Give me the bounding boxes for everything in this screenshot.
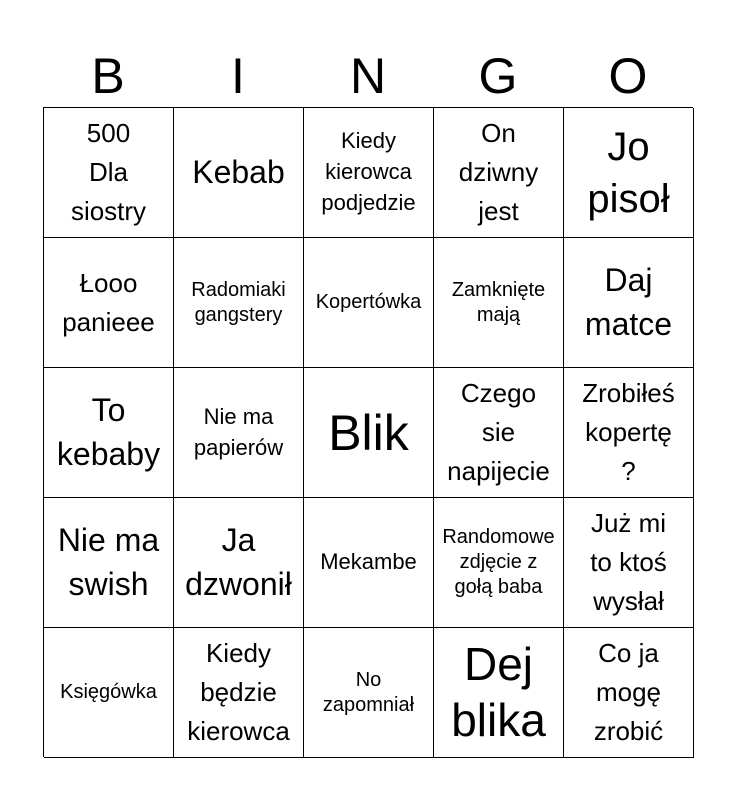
bingo-cell-text: Radomiaki gangstery [191, 278, 286, 326]
bingo-cell[interactable] [304, 498, 434, 628]
bingo-cell[interactable] [304, 108, 434, 238]
bingo-cell-text: No zapomniał [322, 668, 415, 716]
bingo-cell-text: Mekambe [320, 549, 417, 575]
bingo-board [43, 107, 693, 757]
bingo-cell[interactable] [564, 498, 694, 628]
bingo-cell[interactable] [304, 238, 434, 368]
bingo-cell-text: 500 Dla siostry [70, 118, 147, 226]
bingo-cell-text: Kopertówka [315, 291, 422, 313]
bingo-cell[interactable] [304, 628, 434, 758]
bingo-cell-text: Zamknięte mają [451, 278, 546, 326]
bingo-cell[interactable] [44, 368, 174, 498]
bingo-cell[interactable] [434, 628, 564, 758]
bingo-cell-text: Daj matce [584, 262, 673, 342]
bingo-cell[interactable] [434, 368, 564, 498]
bingo-cell-text: Randomowe zdjęcie z gołą baba [442, 526, 555, 598]
bingo-cell[interactable] [174, 498, 304, 628]
bingo-cell-text: Dej blika [451, 638, 546, 746]
bingo-cell[interactable] [44, 498, 174, 628]
bingo-cell-text: To kebaby [56, 392, 161, 472]
bingo-cell[interactable] [434, 238, 564, 368]
bingo-cell-text: Zrobiłeś kopertę ? [582, 378, 675, 486]
bingo-cell-text: Co ja mogę zrobić [593, 638, 664, 746]
bingo-cell-text: Nie ma swish [57, 522, 160, 602]
bingo-cell[interactable] [564, 238, 694, 368]
bingo-cell[interactable] [434, 108, 564, 238]
bingo-cell[interactable] [174, 108, 304, 238]
bingo-cell[interactable] [44, 238, 174, 368]
bingo-cell-text: Blik [328, 404, 409, 461]
bingo-cell[interactable] [564, 368, 694, 498]
bingo-cell-text: Nie ma papierów [193, 403, 284, 460]
bingo-cell[interactable] [174, 238, 304, 368]
bingo-cell[interactable] [304, 368, 434, 498]
bingo-cell-text: On dziwny jest [458, 118, 539, 226]
header-letter-n: N [349, 48, 387, 104]
bingo-cell-text: Łooo panieee [62, 267, 155, 337]
header-letter-b: B [91, 48, 125, 104]
bingo-cell-text: Kiedy kierowca podjedzie [321, 128, 416, 215]
bingo-cell-text: Kiedy będzie kierowca [187, 638, 290, 746]
bingo-cell-text: Już mi to ktoś wysłał [590, 508, 667, 616]
bingo-cell-text: Kebab [192, 153, 285, 190]
header-letter-i: I [231, 48, 245, 104]
bingo-cell-text: Jo pisoł [587, 124, 670, 221]
bingo-cell-text: Ja dzwonił [185, 522, 292, 602]
bingo-cell[interactable] [174, 368, 304, 498]
bingo-cell[interactable] [434, 498, 564, 628]
header-letter-g: G [478, 48, 518, 104]
bingo-cell[interactable] [174, 628, 304, 758]
header-letter-o: O [608, 48, 648, 104]
bingo-cell[interactable] [564, 628, 694, 758]
bingo-cell[interactable] [44, 108, 174, 238]
bingo-cell-text: Księgówka [60, 681, 157, 703]
bingo-cell[interactable] [44, 628, 174, 758]
bingo-cell[interactable] [564, 108, 694, 238]
bingo-header [43, 46, 693, 106]
bingo-cell-text: Czego sie napijecie [447, 378, 550, 486]
